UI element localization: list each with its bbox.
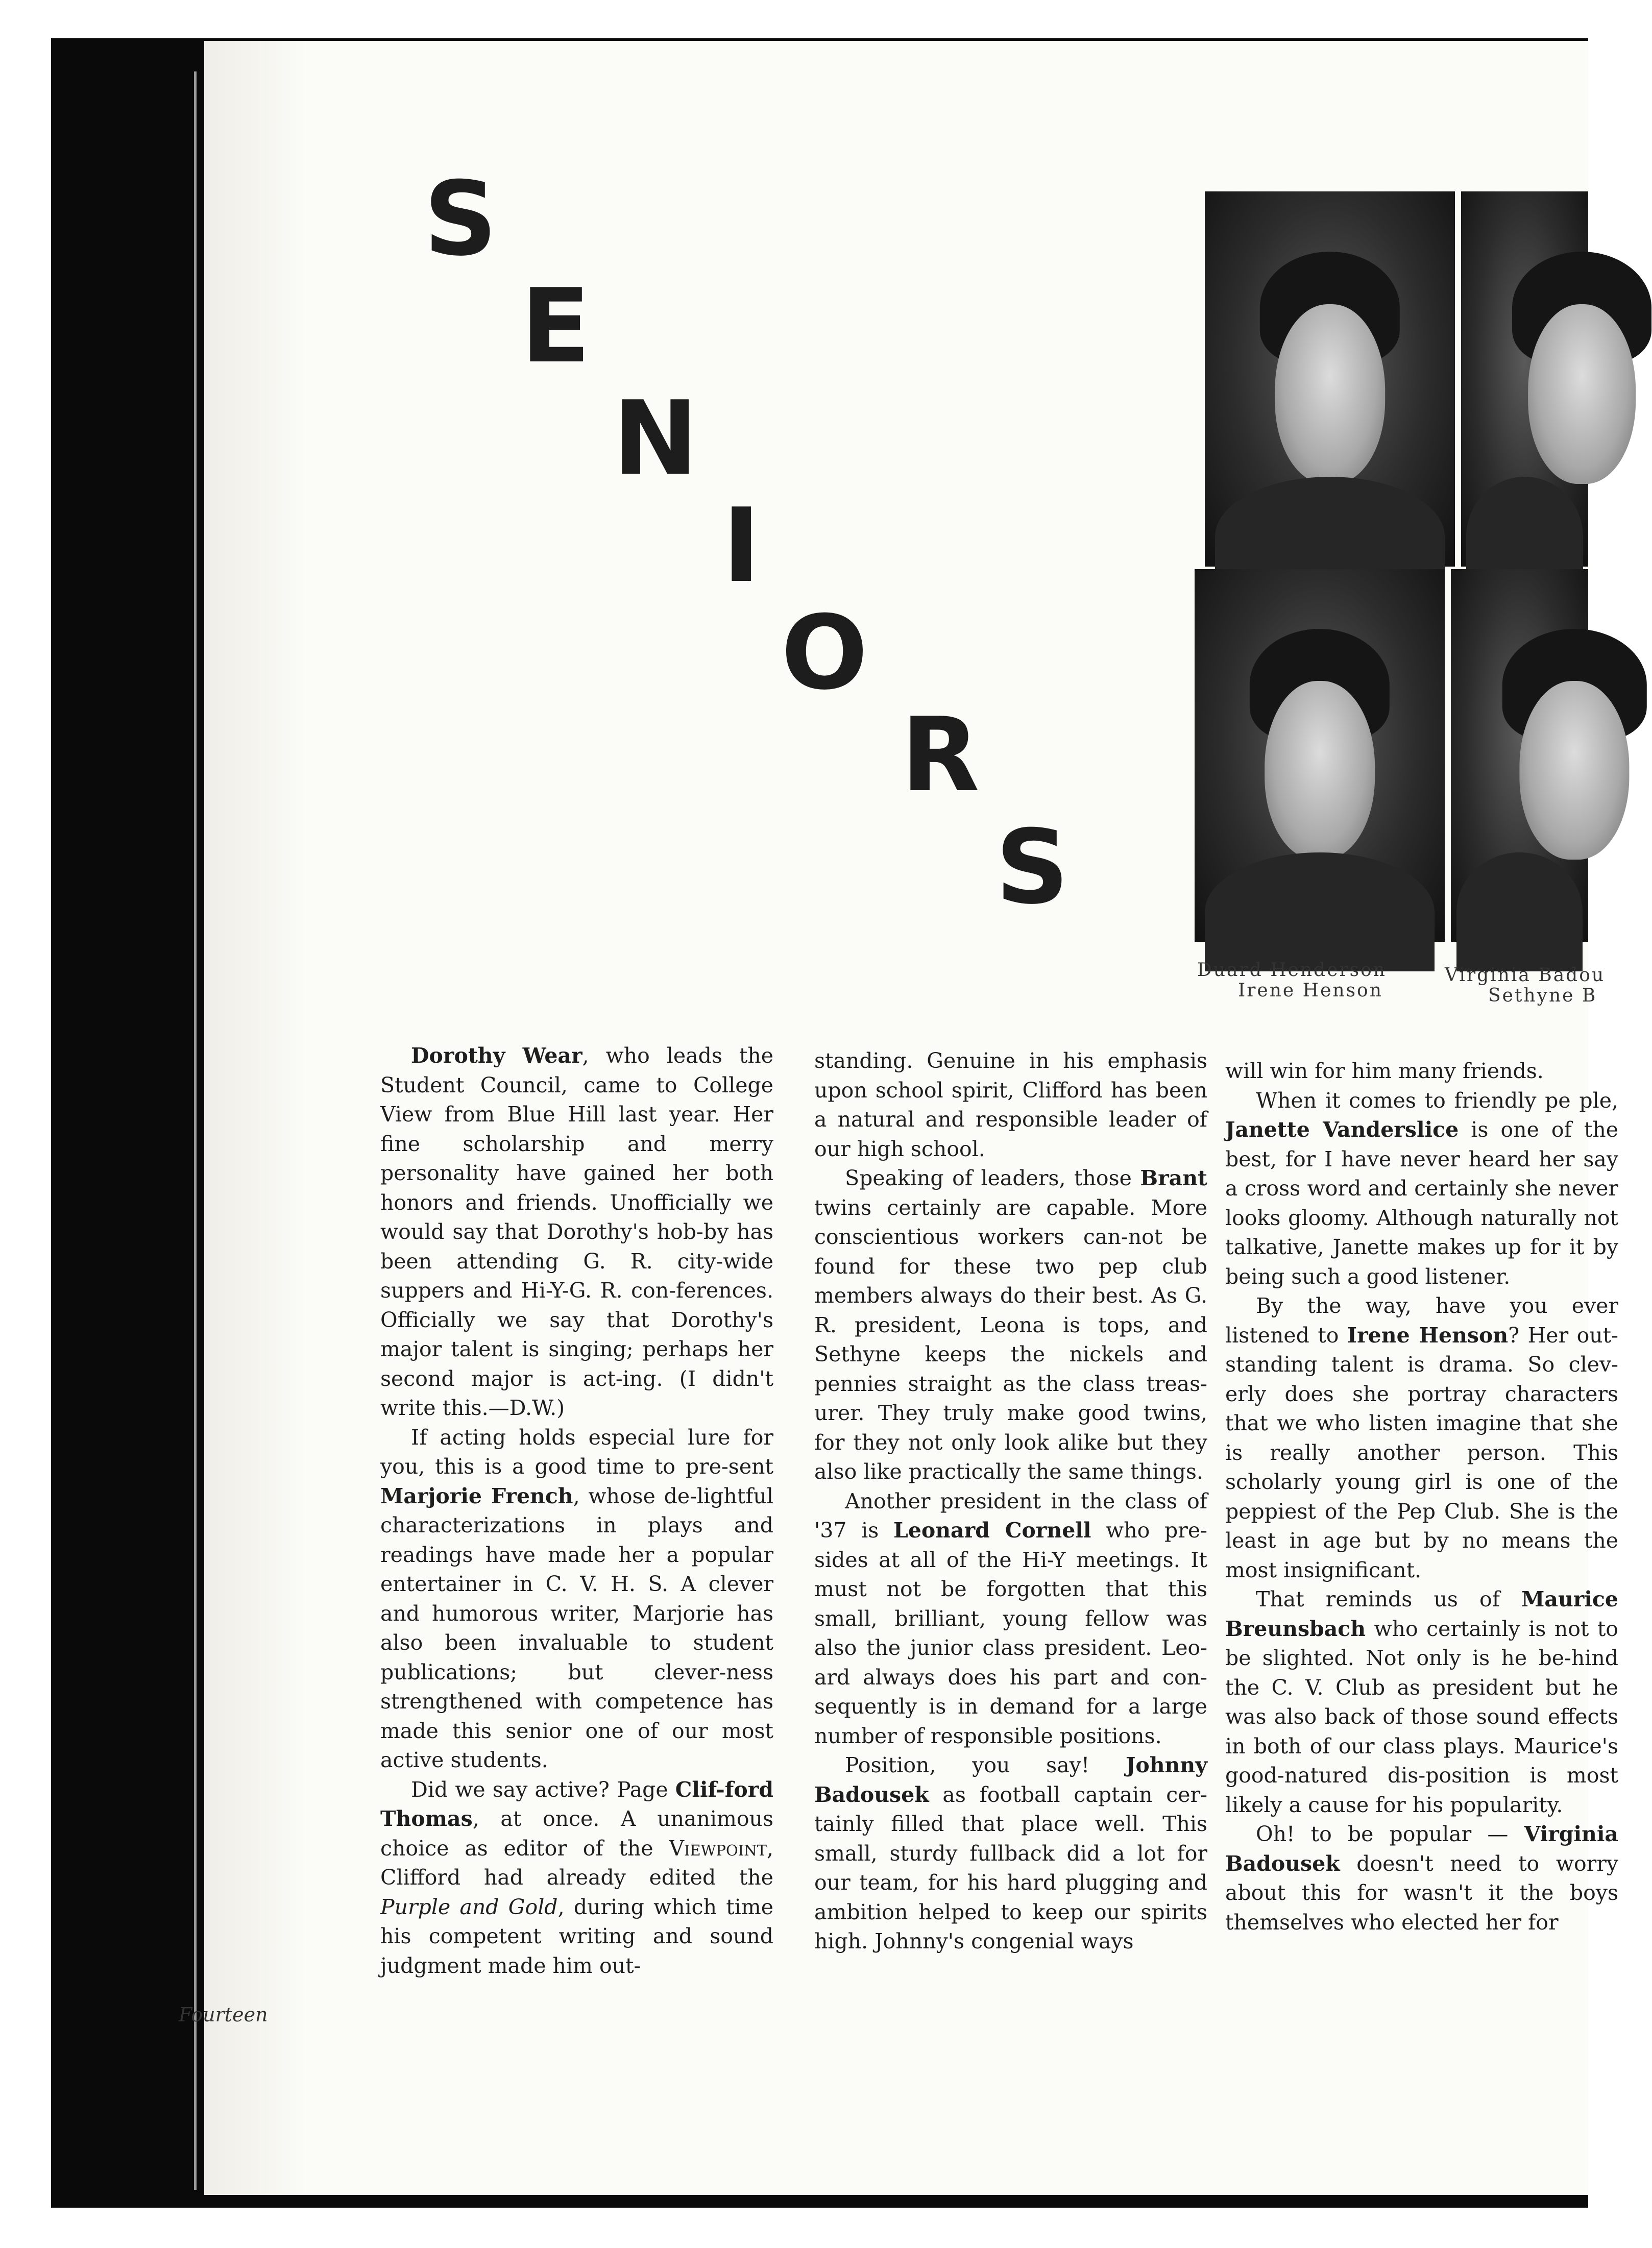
page-folio: Fourteen bbox=[179, 2003, 268, 2026]
paragraph-brant-twins: Speaking of leaders, those Brant twins certainly are capable. More conscientious workers can-not be found for these two pep club members always do their best. As G. R. president, Leona is tops, and Sethyne keeps the nickels and pennies straight as the class treas-urer. They truly make good twins, for they not only look alike but they also like practically the same things. bbox=[814, 1166, 1207, 1484]
paragraph-marjorie-french: If acting holds especial lure for you, this is a good time to pre-sent Marjorie French, whose de-lightful characterizations in plays and readings have made her a popular entertainer in C. V. H. S. A clever and humorous writer, Marjorie has also been invaluable to student publications; but clever-ness strengthened with competence has made this senior one of our most active students. bbox=[380, 1425, 773, 1772]
portrait-sethyne-brant bbox=[1451, 569, 1588, 942]
caption-sethyne-brant: Sethyne B bbox=[1488, 985, 1597, 1006]
caption-irene-henson: Irene Henson bbox=[1238, 980, 1383, 1001]
text-column-3 bbox=[1225, 1057, 1618, 1937]
title-letter-n: N bbox=[613, 379, 698, 498]
paragraph-clifford-continued: standing. Genuine in his emphasis upon school spirit, Clifford has been a natural and responsible leader of our high school. bbox=[814, 1048, 1207, 1161]
paragraph-irene-henson: By the way, have you ever listened to Irene Henson? Her out-standing talent is drama. So clev-erly does she portray characters that we who listen imagine that she is really another person. This scholarly young girl is one of the peppiest of the Pep Club. She is the least in age but by no means the most insignificant. bbox=[1225, 1293, 1618, 1582]
paragraph-janette-vanderslice: When it comes to friendly pe ple, Janette Vanderslice is one of the best, for I have never heard her say a cross word and certainly she never looks gloomy. Although naturally not talkative, Janette makes up for it by being such a good listener. bbox=[1225, 1088, 1618, 1289]
text-column-3-clip bbox=[1225, 1041, 1618, 2011]
paragraph-dorothy-wear: Dorothy Wear, who leads the Student Council, came to College View from Blue Hill last year. Her fine scholarship and merry personality have gained her both honors and friends. Unofficially we would say that Dorothy's hob-by has been attending G. R. city-wide suppers and Hi-Y-G. R. con-ferences. Officially we say that Dorothy's major talent is singing; perhaps her second major is act-ing. (I didn't write this.—D.W.) bbox=[380, 1043, 773, 1420]
title-letter-s1: S bbox=[424, 160, 498, 279]
title-letter-s2: S bbox=[995, 808, 1070, 927]
caption-virginia-badousek: Virginia Badou bbox=[1445, 965, 1606, 986]
paragraph-maurice-breunsbach: That reminds us of Maurice Breunsbach who certainly is not to be slighted. Not only is he be-hind the C. V. Club as president but he was also back of those sound effects in both of our class plays. Maurice's good-natured dis-position is most likely a cause for his popularity. bbox=[1225, 1587, 1618, 1817]
text-column-1 bbox=[380, 1041, 773, 1981]
title-letter-o: O bbox=[781, 594, 868, 713]
title-letter-i: I bbox=[722, 486, 761, 605]
caption-duard-henderson: Duard Henderson bbox=[1197, 960, 1387, 981]
portrait-irene-henson bbox=[1195, 569, 1445, 942]
title-letter-e: E bbox=[521, 267, 591, 386]
paragraph-virginia-badousek: Oh! to be popular — Virginia Badousek doesn't need to worry about this for wasn't it the boys themselves who elected her for bbox=[1225, 1822, 1618, 1935]
page-spine-shadow bbox=[204, 41, 306, 2195]
paragraph-johnny-badousek: Position, you say! Johnny Badousek as football captain cer-tainly filled that place well. This small, sturdy fullback did a lot for our team, for his hard plugging and ambition helped to keep our spirits high. Johnny's congenial ways bbox=[814, 1753, 1207, 1953]
paragraph-clifford-thomas: Did we say active? Page Clif-ford Thomas, at once. A unanimous choice as editor of the Viewpoint, Clifford had already edited the Purple and Gold, during which time his competent writing and sound judgment made him out- bbox=[380, 1777, 774, 1978]
title-letter-r: R bbox=[901, 696, 980, 815]
text-column-2 bbox=[814, 1046, 1207, 1957]
portrait-virginia-badousek bbox=[1461, 191, 1588, 567]
paragraph-johnny-continued: will win for him many friends. bbox=[1225, 1059, 1544, 1083]
paragraph-leonard-cornell: Another president in the class of '37 is Leonard Cornell who pre-sides at all of the Hi-Y meetings. It must not be forgotten that this small, brilliant, young fellow was also the junior class president. Leo-ard always does his part and con-sequently is in demand for a large number of responsible positions. bbox=[814, 1488, 1207, 1748]
portrait-duard-henderson bbox=[1205, 191, 1455, 567]
